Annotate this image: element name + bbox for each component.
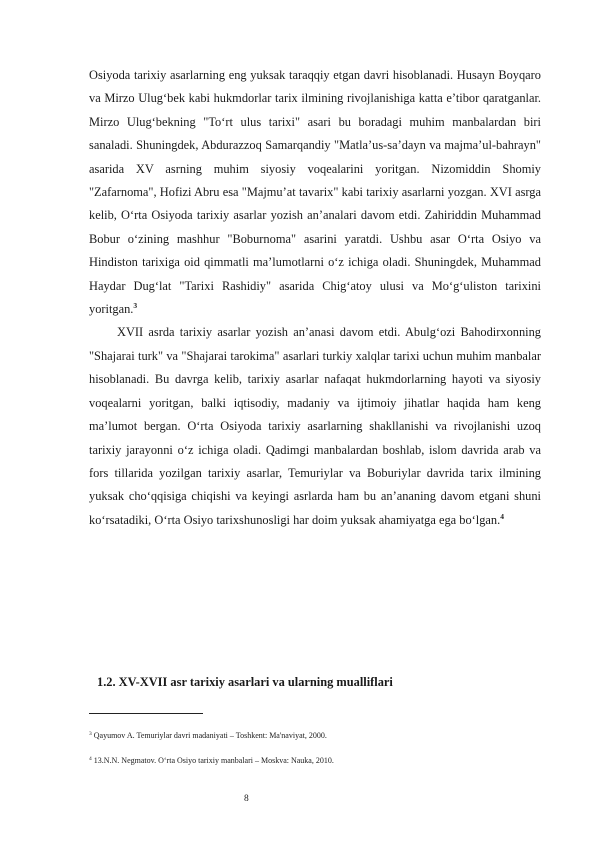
paragraph-1-text: Osiyoda tarixiy asarlarning eng yuksak taraqqiy etgan davri hisoblanadi. Husayn Boyqaro va Mirzo Ulug‘bek kabi hukmdorlar tarix ilmining rivojlanishiga katta e’tibor qaratganlar. Mirzo Ulug‘bekning "To‘rt ulus tarixi" asari bu boradagi muhim manbalardan biri sanaladi. Shuningdek, Abdurazzoq Samarqandiy "Matla’us-sa’dayn va majma’ul-bahrayn" asarida XV asrning muhim siyosiy voqealarini yoritgan. Nizomiddin Shomiy "Zafarnoma", Hofizi Abru esa "Majmu’at tavarix" kabi tarixiy asarlarni yozgan. XVI asrga kelib, O‘rta Osiyoda tarixiy asarlar yozish an’analari davom etdi. Zahiriddin Muhammad Bobur o‘zining mashhur "Boburnoma" asarini yaratdi. Ushbu asar O‘rta Osiyo va Hindiston tarixiga oid qimmatli ma’lumotlarni o‘z ichiga oladi. Shuningdek, Muhammad Haydar Dug‘lat "Tarixi Rashidiy" asarida Chig‘atoy ulusi va Mo‘g‘uliston tarixini yoritgan. [89,68,541,317]
footnote-divider [89,713,203,714]
footnote-ref-3[interactable]: 3 [133,301,138,311]
footnote-4 [89,756,549,766]
footnote-ref-4[interactable]: 4 [500,511,504,521]
paragraph-2-text: XVII asrda tarixiy asarlar yozish an’anasi davom etdi. Abulg‘ozi Bahodirxonning "Shajarai turk" va "Shajarai tarokima" asarlari turkiy xalqlar tarixi uchun muhim manbalar hisoblanadi. Bu davrga kelib, tarixiy asarlar nafaqat hukmdorlarning hayoti va siyosiy voqealarni yoritgan, balki iqtisodiy, madaniy va ijtimoiy jihatlar haqida ham keng ma’lumot bergan. O‘rta Osiyoda tarixiy asarlarning shakllanishi va rivojlanishi uzoq tarixiy jarayonni o‘z ichiga oladi. Qadimgi manbalardan boshlab, islom davrida arab va fors tillarida yozilgan tarixiy asarlar, Temuriylar va Boburiylar davrida tarix ilmining yuksak cho‘qqisiga chiqishi va keyingi asrlarda ham bu an’ananing davom etgani shuni ko‘rsatadiki, O‘rta Osiyo tarixshunosligi har doim yuksak ahamiyatga ega bo‘lgan. [89,325,541,527]
footnote-3-text: Qayumov A. Temuriylar davri madaniyati – Toshkent: Ma'naviyat, 2000. [93,731,327,740]
section-heading: 1.2. XV-XVII asr tarixiy asarlari va ularning mualliflari [97,675,393,689]
page-number: 8 [244,794,249,804]
footnote-3-number: 3 [89,731,92,737]
body-text [89,64,541,532]
paragraph-2 [89,321,541,532]
paragraph-1 [89,64,541,321]
footnote-3 [89,731,549,741]
footnote-4-text: 13.N.N. Negmatov. O‘rta Osiyo tarixiy manbalari – Moskva: Nauka, 2010. [93,756,334,765]
footnote-4-number: 4 [89,756,92,762]
